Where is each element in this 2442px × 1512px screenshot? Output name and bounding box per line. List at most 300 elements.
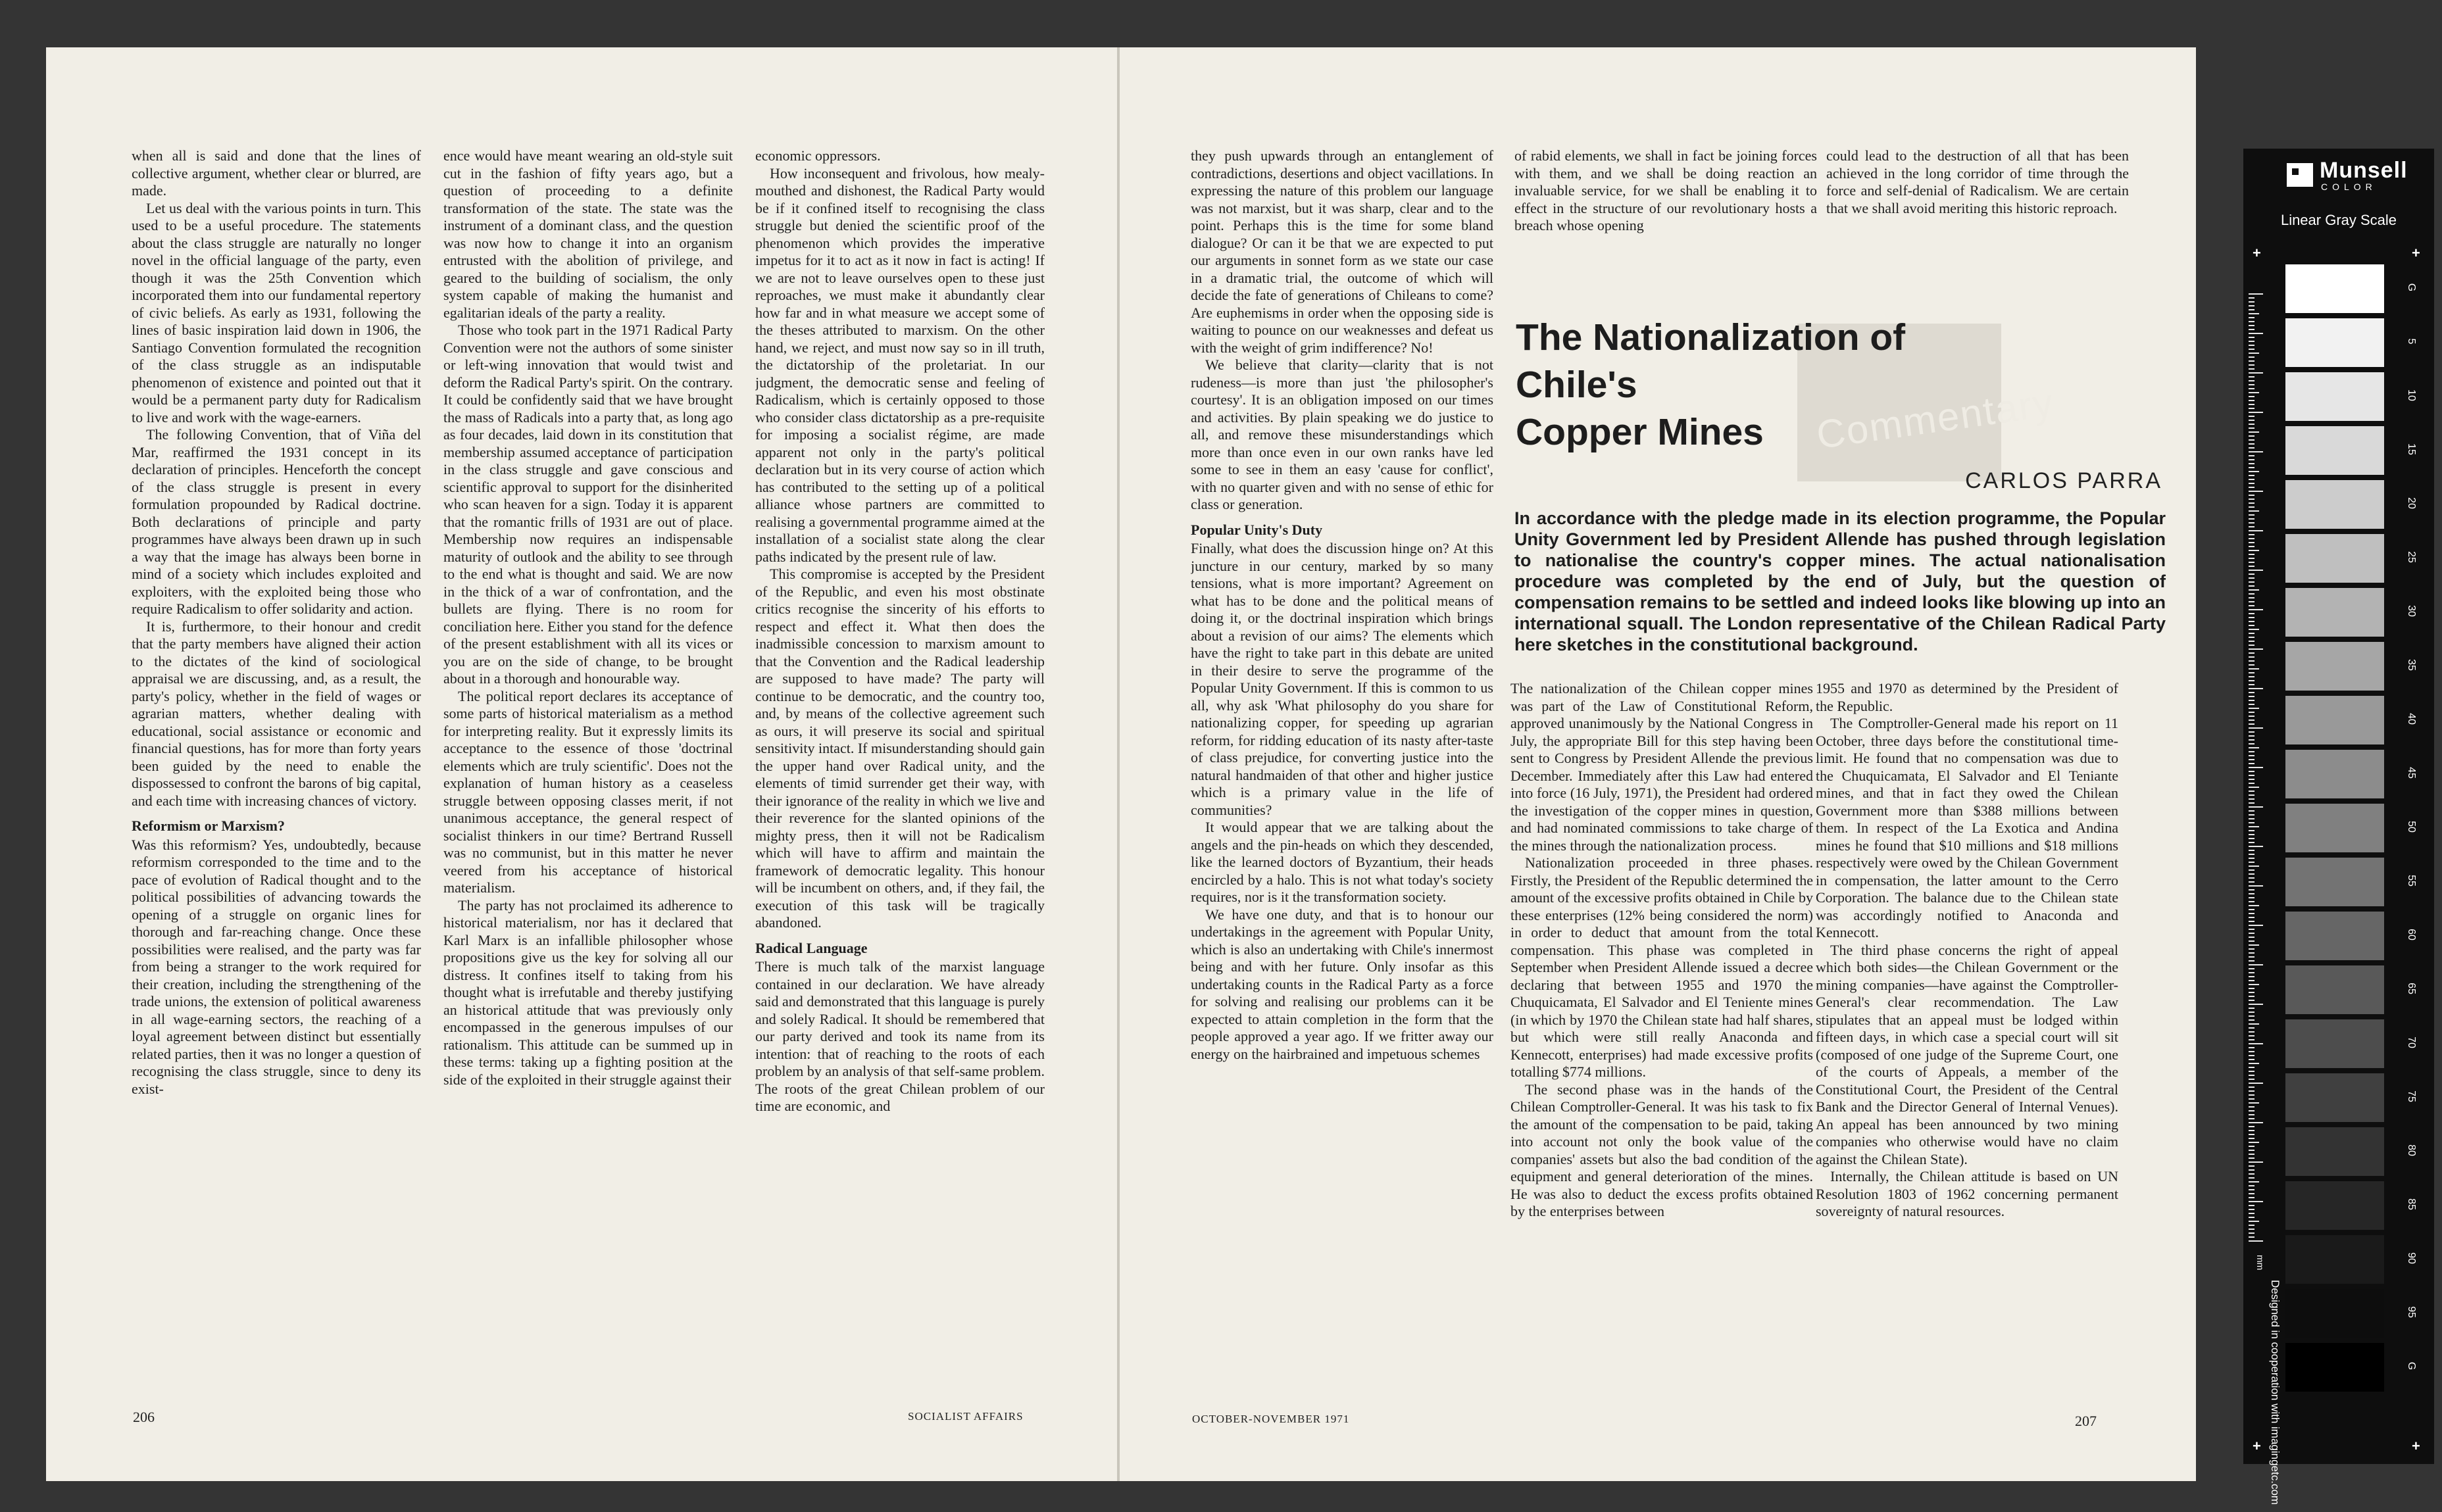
ruler-tick bbox=[2249, 921, 2255, 922]
ruler-tick bbox=[2249, 992, 2255, 993]
swatch-label: 90 bbox=[2406, 1252, 2417, 1264]
ruler-tick bbox=[2249, 534, 2255, 535]
gray-swatch bbox=[2285, 264, 2384, 313]
ruler-tick bbox=[2249, 850, 2255, 851]
paragraph: There is much talk of the marxist language contained in our declaration. We have already said and demonstrated that this language is purely and solely Radical. It should be remembered that our party derived and took its name from its intention: that of reaching to the roots of each problem by an analysis of that self-same problem. The roots of the great Chilean problem of our time are economic, and bbox=[755, 958, 1045, 1114]
ruler-tick bbox=[2249, 822, 2255, 823]
paragraph: We have one duty, and that is to honour our undertakings in the agreement with Popular Unity, which is also an undertaking with Chile's innermost being and with her future. Only insofar as this undertaking counts in the Radical Party as a force for solving and realising our problems can it be expected to attain completion in the form that the people approved a year ago. If we fritter away our energy on the hairbrained and impetuous schemes bbox=[1191, 906, 1493, 1062]
ruler-tick bbox=[2249, 1031, 2255, 1033]
ruler-tick bbox=[2249, 692, 2255, 693]
ruler-tick bbox=[2249, 858, 2255, 859]
ruler-tick bbox=[2249, 605, 2255, 606]
ruler-tick bbox=[2249, 538, 2255, 539]
ruler-tick bbox=[2249, 542, 2255, 543]
swatch-label: 70 bbox=[2406, 1036, 2417, 1048]
swatch-label: 5 bbox=[2406, 338, 2417, 345]
ruler-tick bbox=[2249, 696, 2255, 697]
ruler-tick bbox=[2249, 1161, 2263, 1163]
ruler-tick bbox=[2249, 723, 2255, 725]
article-title: The Nationalization of Chile's Copper Mines bbox=[1516, 316, 1906, 453]
swatch-label: 60 bbox=[2406, 929, 2417, 940]
ruler-tick bbox=[2249, 566, 2255, 567]
paragraph: Those who took part in the 1971 Radical Party Convention were not the authors of some sinister or left-wing innovation that would twist and deform the Radical Party's spirit. On the contrary. It could be confidently said that we have brought the mass of Radicals into a party that, as long ago as four decades, laid down in its constitution that membership assumed acceptance of participation in the class struggle and gave conscious and scientific approval to support for the disinherited who scan heaven for a sign. Today it is apparent that the romantic frills of 1931 are out of place. Membership now requires an indispensable maturity of outlook and the ability to see through to the end what is thought and said. We are now in the thick of a war of confrontation, and the bullets are flying. There is no room for conciliation here. Either you stand for the defence of the present establishment with all its vices or you are on the side of change, to be brought about in a thorough and honourable way. bbox=[443, 322, 733, 687]
ruler-tick bbox=[2249, 305, 2255, 306]
gray-swatch bbox=[2285, 1235, 2384, 1284]
paragraph: Nationalization proceeded in three phases. Firstly, the President of the Republic determined the amount of the excessive profits obtained in Chile by these enterprises (12% being considered the norm) in order to deduct that amount from the total compensation. This phase was completed in September when President Allende issued a decree declaring that between 1955 and 1970 the Chuquicamata, El Salvador and El Teniente mines (in which by 1970 the Chilean state had half shares, but which were still really Anaconda and Kennecott, enterprises) had made excessive profits totalling $774 millions. bbox=[1510, 854, 1813, 1080]
ruler-tick bbox=[2249, 416, 2255, 417]
ruler-tick bbox=[2249, 984, 2259, 985]
ruler-tick bbox=[2249, 767, 2263, 768]
ruler-tick bbox=[2249, 787, 2259, 788]
ruler-tick bbox=[2249, 522, 2255, 524]
ruler-tick bbox=[2249, 577, 2255, 579]
ruler-tick bbox=[2249, 1229, 2255, 1230]
ruler-tick bbox=[2249, 1043, 2263, 1044]
ruler-tick bbox=[2249, 700, 2255, 701]
gray-swatch bbox=[2285, 858, 2384, 906]
paragraph: Let us deal with the various points in turn. This used to be a useful procedure. The statements about the class struggle are naturally no longer novel in the official language of the party, even though it was the 25th Convention which incorporated them into our fundamental repertory of civic beliefs. As early as 1931, following the lines of basic inspiration laid down in 1906, the Santiago Convention formulated the recognition of the class struggle as an indisputable phenomenon of existence and pointed out that it would be a permanent party duty for Radicalism to live and work with the wage-earners. bbox=[132, 199, 421, 426]
ruler-tick bbox=[2249, 1118, 2255, 1119]
plus-mark-icon: + bbox=[2253, 1438, 2261, 1454]
paragraph: Internally, the Chilean attitude is based on UN Resolution 1803 of 1962 concerning permanent sovereignty of natural resources. bbox=[1816, 1168, 2118, 1219]
paragraph: ence would have meant wearing an old-style suit cut in the fashion of fifty years ago, but a question of proceeding to a definite transformation of the state. The state was the instrument of a dominant class, and the question was now how to change it into an organism entrusted with the abolition of privilege, and geared to the building of socialism, the only system capable of making the humanist and egalitarian ideals of the party a reality. bbox=[443, 147, 733, 321]
swatch-label: 35 bbox=[2406, 659, 2417, 671]
ruler-tick bbox=[2249, 933, 2255, 934]
mm-ruler bbox=[2249, 293, 2275, 1254]
paragraph: 1955 and 1970 as determined by the President of the Republic. bbox=[1816, 680, 2118, 714]
swatch-label: 45 bbox=[2406, 767, 2417, 779]
ruler-tick bbox=[2249, 810, 2255, 812]
paragraph: The third phase concerns the right of appeal which both sides—the Chilean Government or the mining companies—have against the Comptroller-General's clear recommendation. The Law stipulates that an appeal must be lodged within fifteen days, in which case a special court will sit (composed of one judge of the Supreme Court, one of the courts of Appeals, a member of the Constitutional Court, the President of the Central Bank and the Director General of Internal Venues). An appeal has been announced by two mining companies who otherwise would have no claim against the Chilean State). bbox=[1816, 941, 2118, 1167]
ruler-tick bbox=[2249, 364, 2255, 366]
ruler-tick bbox=[2249, 1067, 2255, 1068]
ruler-tick bbox=[2249, 881, 2255, 883]
ruler-tick bbox=[2249, 301, 2255, 303]
page-number: 207 bbox=[2075, 1413, 2097, 1429]
ruler-tick bbox=[2249, 735, 2255, 737]
ruler-tick bbox=[2249, 562, 2255, 563]
gray-swatch bbox=[2285, 1289, 2384, 1338]
ruler-tick bbox=[2249, 688, 2263, 689]
swatch-label: 80 bbox=[2406, 1144, 2417, 1156]
ruler-tick bbox=[2249, 763, 2255, 764]
ruler-tick bbox=[2249, 589, 2259, 591]
ruler-tick bbox=[2249, 317, 2255, 318]
ruler-tick bbox=[2249, 1110, 2255, 1111]
ruler-tick bbox=[2249, 913, 2255, 914]
ruler-tick bbox=[2249, 716, 2255, 717]
ruler-tick bbox=[2249, 499, 2255, 500]
ruler-tick bbox=[2249, 1090, 2255, 1092]
article-column-1 bbox=[1510, 680, 1813, 1436]
gray-swatch bbox=[2285, 1127, 2384, 1176]
ruler-tick bbox=[2249, 948, 2255, 950]
ruler-tick bbox=[2249, 779, 2255, 780]
ruler-tick bbox=[2249, 633, 2255, 634]
ruler-tick bbox=[2249, 743, 2255, 744]
ruler-tick bbox=[2249, 1138, 2255, 1139]
ruler-tick bbox=[2249, 798, 2255, 800]
ruler-tick bbox=[2249, 1201, 2263, 1202]
ruler-tick bbox=[2249, 1012, 2255, 1013]
ruler-tick bbox=[2249, 885, 2263, 887]
paragraph: This compromise is accepted by the President of the Republic, and even his most obstinate critics recognise the sincerity of his efforts to respect and effect it. What then does the inadmissible concession to marxism amount to that the Convention and the Radical leadership are supposed to have made? The party will continue to be democratic, and the country too, and, by means of the collective agreement such as ours, it will preserve its social and spiritual sensitivity intact. If misunderstanding should gain the upper hand over Radical unity, and the elements of timid surrender get their way, with their ignorance of the reality in which we live and their reverence for the slanted opinions of the mighty press, then it will not be Radicalism which will have to affirm and maintain the framework of democratic legality. This honour will be incumbent on others, and, if they fail, the execution of this task will be tragically abandoned. bbox=[755, 566, 1045, 931]
section-ghost-banner: Commentary bbox=[1797, 324, 2001, 481]
ruler-tick bbox=[2249, 968, 2255, 969]
right-column-1 bbox=[1191, 147, 1493, 1436]
ruler-tick bbox=[2249, 944, 2259, 946]
ruler-tick bbox=[2249, 704, 2255, 705]
left-column-1 bbox=[132, 147, 421, 1410]
ruler-tick bbox=[2249, 349, 2255, 350]
swatch-label: 75 bbox=[2406, 1090, 2417, 1102]
ruler-tick bbox=[2249, 1205, 2255, 1206]
ruler-tick bbox=[2249, 467, 2255, 468]
ruler-tick bbox=[2249, 554, 2255, 555]
ruler-tick bbox=[2249, 648, 2263, 650]
ruler-tick bbox=[2249, 980, 2255, 981]
ruler-tick bbox=[2249, 345, 2255, 346]
ruler-tick bbox=[2249, 956, 2255, 958]
ruler-tick bbox=[2249, 1146, 2255, 1147]
ruler-tick bbox=[2249, 1075, 2255, 1076]
subheading: Radical Language bbox=[755, 939, 868, 956]
ruler-tick bbox=[2249, 1114, 2255, 1115]
swatch-label: G bbox=[2406, 1361, 2417, 1371]
ruler-tick bbox=[2249, 1047, 2255, 1048]
gray-swatch bbox=[2285, 1019, 2384, 1068]
ruler-tick bbox=[2249, 1236, 2255, 1238]
ruler-tick bbox=[2249, 1165, 2255, 1167]
ruler-tick bbox=[2249, 905, 2259, 906]
paragraph: We believe that clarity—clarity that is not rudeness—is more than just 'the philosopher's courtesy'. It is an obligation imposed on our times and activities. By plain speaking we do justice to all, and remove these misunderstandings which more than once even in our own ranks have led some to see in them an easy 'cause for conflict', with no quarter given and with no sense of ethic for class or generation. bbox=[1191, 356, 1493, 512]
ruler-tick bbox=[2249, 866, 2259, 867]
ruler-tick bbox=[2249, 751, 2255, 752]
ruler-tick bbox=[2249, 727, 2263, 729]
ruler-tick bbox=[2249, 1035, 2255, 1036]
ruler-tick bbox=[2249, 771, 2255, 772]
ruler-tick bbox=[2249, 412, 2263, 413]
plus-mark-icon: + bbox=[2253, 245, 2261, 261]
ruler-tick bbox=[2249, 514, 2255, 516]
ruler-tick bbox=[2249, 940, 2255, 942]
ruler-tick bbox=[2249, 1083, 2263, 1084]
paragraph: How inconsequent and frivolous, how mealy-mouthed and dishonest, the Radical Party would be if it confined itself to recognising the class struggle but denied the scientific proof of the phenomenon which provides the imperative impetus for it to act as it now in fact is acting! If we are not to leave ourselves open to these just reproaches, we must make it abundantly clear how far and in what measure we accept some of the theses attributed to marxism. On the other hand, we reject, and must now say so in ill truth, the dictatorship of the proletariat. In our judgment, the democratic sense and feeling of Radicalism, which is certainly opposed to those who consider class dictatorship as a pre-requisite for imposing a socialist régime, are made apparent not only in the party's political declaration but in its very course of action which has contributed to the setting up of a political alliance whose partners are committed to realising a governmental programme aimed at the installation of a socialist state along the clear paths indicated by the present rule of law. bbox=[755, 164, 1045, 565]
ruler-tick bbox=[2249, 1094, 2255, 1096]
ruler-tick bbox=[2249, 1177, 2255, 1179]
ruler-tick bbox=[2249, 609, 2263, 610]
plus-mark-icon: + bbox=[2412, 245, 2420, 261]
swatch-label: 95 bbox=[2406, 1306, 2417, 1318]
ruler-tick bbox=[2249, 384, 2255, 385]
swatch-label: 85 bbox=[2406, 1198, 2417, 1210]
ruler-tick bbox=[2249, 329, 2255, 330]
running-head: SOCIALIST AFFAIRS bbox=[908, 1410, 1024, 1423]
paragraph: It would appear that we are talking about the angels and the pin-heads on which they descended, like the learned doctors of Byzantium, their heads encircled by a halo. This is not what today's society requires, nor is it the transformation society. bbox=[1191, 819, 1493, 905]
ruler-tick bbox=[2249, 901, 2255, 902]
ruler-tick bbox=[2249, 313, 2259, 314]
ruler-tick bbox=[2249, 1232, 2255, 1234]
gray-swatch bbox=[2285, 1181, 2384, 1230]
ruler-tick bbox=[2249, 783, 2255, 784]
ruler-tick bbox=[2249, 459, 2255, 460]
swatch-label: 50 bbox=[2406, 821, 2417, 833]
ruler-unit: mm bbox=[2255, 1255, 2266, 1271]
ruler-tick bbox=[2249, 668, 2259, 670]
ruler-tick bbox=[2249, 435, 2255, 437]
ruler-tick bbox=[2249, 341, 2255, 342]
page-number: 206 bbox=[133, 1409, 155, 1425]
ruler-tick bbox=[2249, 502, 2255, 504]
ruler-tick bbox=[2249, 637, 2255, 638]
ruler-tick bbox=[2249, 1051, 2255, 1052]
ruler-tick bbox=[2249, 475, 2255, 476]
ruler-tick bbox=[2249, 708, 2259, 709]
swatch-label: 15 bbox=[2406, 443, 2417, 455]
ruler-tick bbox=[2249, 625, 2255, 626]
paragraph: Finally, what does the discussion hinge on? At this juncture in our century, marked by so many tensions, what is more important? Agreement on what has to be done and the political means of doing it, or the doctrinal inspiration which brings about a revision of our aims? The elements which have the right to take part in this debate are united in their desire to serve the programme of the Popular Unity Government. If this is common to us all, why ask 'What philosophy do you share for nationalizing copper, for speeding up agrarian reform, for ridding education of its nasty after-taste of class prejudice, for converting justice into the natural handmaiden of that other and higher justice which is a primary value in the life of communities? bbox=[1191, 540, 1493, 818]
ruler-tick bbox=[2249, 976, 2255, 977]
ruler-tick bbox=[2249, 1086, 2255, 1088]
ruler-tick bbox=[2249, 862, 2255, 863]
ruler-tick bbox=[2249, 613, 2255, 614]
ruler-tick bbox=[2249, 392, 2259, 393]
ruler-tick bbox=[2249, 321, 2255, 322]
ruler-tick bbox=[2249, 581, 2255, 583]
ruler-tick bbox=[2249, 925, 2263, 926]
paragraph: could lead to the destruction of all that has been achieved in the long corridor of time through the force and self-denial of Radicalism. We are certain that we shall avoid meriting this historic reproach. bbox=[1826, 147, 2129, 216]
ruler-tick bbox=[2249, 325, 2255, 326]
ruler-tick bbox=[2249, 960, 2255, 962]
ruler-tick bbox=[2249, 1023, 2259, 1025]
ruler-tick bbox=[2249, 759, 2255, 760]
ruler-tick bbox=[2249, 1154, 2255, 1155]
gray-swatch bbox=[2285, 1343, 2384, 1392]
ruler-tick bbox=[2249, 621, 2255, 622]
ruler-tick bbox=[2249, 1158, 2255, 1159]
ruler-tick bbox=[2249, 506, 2255, 508]
ruler-tick bbox=[2249, 1004, 2263, 1005]
ruler-tick bbox=[2249, 629, 2259, 630]
subheading: Popular Unity's Duty bbox=[1191, 521, 1323, 538]
ruler-tick bbox=[2249, 368, 2255, 370]
ruler-tick bbox=[2249, 471, 2259, 472]
ruler-tick bbox=[2249, 483, 2255, 484]
ruler-tick bbox=[2249, 972, 2255, 973]
ruler-tick bbox=[2249, 676, 2255, 677]
ruler-tick bbox=[2249, 664, 2255, 666]
ruler-tick bbox=[2249, 791, 2255, 792]
ruler-tick bbox=[2249, 597, 2255, 598]
ruler-tick bbox=[2249, 1213, 2255, 1214]
ruler-tick bbox=[2249, 293, 2263, 295]
ruler-tick bbox=[2249, 877, 2255, 879]
gray-swatch bbox=[2285, 318, 2384, 367]
swatch-label: G bbox=[2406, 283, 2417, 292]
ruler-tick bbox=[2249, 495, 2255, 496]
ruler-tick bbox=[2249, 404, 2255, 405]
subheading: Reformism or Marxism? bbox=[132, 817, 285, 834]
swatch-label: 10 bbox=[2406, 389, 2417, 401]
ruler-tick bbox=[2249, 479, 2255, 480]
gray-swatch bbox=[2285, 750, 2384, 798]
ruler-tick bbox=[2249, 775, 2255, 776]
ruler-tick bbox=[2249, 937, 2255, 938]
gray-swatch bbox=[2285, 1073, 2384, 1122]
ruler-tick bbox=[2249, 814, 2255, 816]
ruler-tick bbox=[2249, 297, 2255, 299]
ruler-tick bbox=[2249, 1209, 2255, 1210]
gray-swatch bbox=[2285, 588, 2384, 637]
paragraph: It is, furthermore, to their honour and credit that the party members have aligned their action to the dictates of the kind of sociological appraisal we are discussing, and, as a result, the party's policy, whether in the field of wages or agrarian matters, whether dealing with educational, social assistance or economic and financial questions, has for more than forty years been guided by the need to enable the dispossessed to confront the barons of big capital, and each time with increasing chances of victory. bbox=[132, 618, 421, 809]
paragraph: Was this reformism? Yes, undoubtedly, because reformism corresponded to the time and to the pace of evolution of Radical thought and to the political possibilities of advancing towards the opening of a struggle on organic lines for thorough and far-reaching change. Once these possibilities were realised, and the party was far from being a stranger to the work required for their creation, including the strengthening of the trade unions, the extension of political awareness in all wage-earning sectors, the reaching of a loyal agreement between distinct but essentially related parties, then it was no longer a question of recognising the class struggle, since to deny its exist- bbox=[132, 836, 421, 1097]
ruler-tick bbox=[2249, 1055, 2255, 1056]
ruler-tick bbox=[2249, 617, 2255, 618]
ruler-tick bbox=[2249, 427, 2255, 429]
gray-swatch bbox=[2285, 480, 2384, 529]
ruler-tick bbox=[2249, 889, 2255, 890]
ruler-tick bbox=[2249, 380, 2255, 381]
paragraph: The party has not proclaimed its adherence to historical materialism, nor has it declared that Karl Marx is an infallible philosopher whose propositions give us the key for solving all our distress. It confines itself to taking from his thought what is irrefutable and thereby justifying an historical attitude that was previously only encompassed in the generous impulses of our rationalism. This attitude can be summed up in these terms: taking up a fighting position at the side of the exploited in their struggle against their bbox=[443, 896, 733, 1088]
ruler-tick bbox=[2249, 897, 2255, 898]
ruler-tick bbox=[2249, 333, 2263, 334]
ruler-tick bbox=[2249, 1102, 2259, 1104]
running-head: OCTOBER-NOVEMBER 1971 bbox=[1192, 1413, 1350, 1425]
ruler-tick bbox=[2249, 1130, 2255, 1131]
ruler-tick bbox=[2249, 1122, 2263, 1123]
gray-swatch bbox=[2285, 426, 2384, 475]
right-column-3-top bbox=[1826, 147, 2129, 253]
ruler-tick bbox=[2249, 420, 2255, 421]
ruler-tick bbox=[2249, 645, 2255, 646]
ruler-tick bbox=[2249, 672, 2255, 673]
ruler-tick bbox=[2249, 337, 2255, 338]
ruler-tick bbox=[2249, 510, 2259, 512]
paragraph: The nationalization of the Chilean copper mines was part of the Law of Constitutional Reform, approved unanimously by the National Congress in July, the appropriate Bill for this step having been sent to Congress by President Allende the previous December. Immediately after this Law had entered into force (16 July, 1971), the President had ordered the investigation of the copper mines in question, and had nominated commissions to take charge of the mines through the nationalization process. bbox=[1510, 680, 1813, 854]
ruler-tick bbox=[2249, 909, 2255, 910]
paragraph: when all is said and done that the lines of collective argument, whether clear or blurred, are made. bbox=[132, 147, 421, 199]
ruler-tick bbox=[2249, 451, 2263, 452]
plus-mark-icon: + bbox=[2412, 1438, 2420, 1454]
ruler-tick bbox=[2249, 408, 2255, 409]
ruler-tick bbox=[2249, 1071, 2255, 1072]
left-column-2 bbox=[443, 147, 733, 1410]
ruler-tick bbox=[2249, 842, 2255, 843]
ruler-tick bbox=[2249, 558, 2255, 559]
card-brand: Munsell bbox=[2320, 158, 2408, 183]
ruler-tick bbox=[2249, 455, 2255, 456]
ruler-tick bbox=[2249, 680, 2255, 681]
ruler-tick bbox=[2249, 439, 2255, 441]
ruler-tick bbox=[2249, 755, 2255, 756]
ruler-tick bbox=[2249, 1142, 2259, 1143]
ruler-tick bbox=[2249, 1126, 2255, 1127]
ruler-tick bbox=[2249, 372, 2263, 374]
swatch-label: 20 bbox=[2406, 497, 2417, 509]
ruler-tick bbox=[2249, 794, 2255, 796]
ruler-tick bbox=[2249, 712, 2255, 713]
ruler-tick bbox=[2249, 1015, 2255, 1017]
ruler-tick bbox=[2249, 830, 2255, 831]
ruler-tick bbox=[2249, 1150, 2255, 1151]
ruler-tick bbox=[2249, 964, 2263, 965]
ruler-tick bbox=[2249, 570, 2263, 571]
ruler-tick bbox=[2249, 719, 2255, 721]
left-page bbox=[46, 47, 1117, 1481]
ruler-tick bbox=[2249, 356, 2255, 358]
right-page bbox=[1120, 47, 2196, 1481]
ruler-tick bbox=[2249, 1106, 2255, 1108]
ruler-tick bbox=[2249, 684, 2255, 685]
ruler-tick bbox=[2249, 491, 2263, 492]
ruler-tick bbox=[2249, 660, 2255, 662]
ruler-tick bbox=[2249, 869, 2255, 871]
paragraph: The political report declares its acceptance of some parts of historical materialism as a method for interpreting reality. But it expressly limits its acceptance to the essence of those 'doctrinal elements which are truly scientific'. Does not the explanation of human history as a ceaseless struggle between opposing classes merit, if not unanimous acceptance, the general respect of socialist thinkers in our time? Bertrand Russell was no communist, but in this matter he never veered from his acceptance of historical materialism. bbox=[443, 687, 733, 896]
left-column-3 bbox=[755, 147, 1045, 1410]
ruler-tick bbox=[2249, 400, 2255, 401]
ruler-tick bbox=[2249, 747, 2259, 748]
ruler-tick bbox=[2249, 1217, 2255, 1218]
ruler-tick bbox=[2249, 396, 2255, 397]
ruler-tick bbox=[2249, 1185, 2255, 1186]
ruler-tick bbox=[2249, 1169, 2255, 1171]
ruler-tick bbox=[2249, 376, 2255, 378]
ruler-tick bbox=[2249, 388, 2255, 389]
article-column-2 bbox=[1816, 680, 2118, 1436]
paragraph: The following Convention, that of Viña del Mar, reaffirmed the 1931 concept in its declaration of principles. Henceforth the concept of the class struggle is present in every formulation propounded by Radical doctrine. Both declarations of principle and party programmes have always been drawn up in such a way that the image has always been borne in mind of a society which includes exploited and exploiters, with the exploited being those who require Radicalism to offer solidarity and action. bbox=[132, 426, 421, 617]
ruler-tick bbox=[2249, 1173, 2255, 1175]
gray-swatch bbox=[2285, 965, 2384, 1014]
ruler-tick bbox=[2249, 447, 2255, 449]
ruler-tick bbox=[2249, 530, 2263, 531]
ruler-tick bbox=[2249, 1225, 2255, 1226]
ruler-tick bbox=[2249, 1193, 2255, 1194]
swatch-label: 25 bbox=[2406, 551, 2417, 563]
gray-swatch bbox=[2285, 372, 2384, 421]
ruler-tick bbox=[2249, 593, 2255, 595]
ruler-tick bbox=[2249, 1063, 2259, 1064]
ruler-tick bbox=[2249, 1181, 2259, 1183]
gray-swatch bbox=[2285, 534, 2384, 583]
ruler-tick bbox=[2249, 641, 2255, 642]
color-calibration-card bbox=[2243, 149, 2434, 1505]
paragraph: they push upwards through an entanglement of contradictions, desertions and object vacillations. In expressing the nature of this problem our language was not marxist, but it was sharp, clear and to the point. Perhaps this is the time for some bland dialogue? Or can it be that we are expected to put our arguments in sonnet form as we state our case in a dramatic trial, the outcome of which will decide the fate of generations of Chileans to come? Are euphemisms in order when the opposing side is waiting to pounce on our weaknesses and defeat us with the weight of grim indifference? No! bbox=[1191, 147, 1493, 356]
ruler-tick bbox=[2249, 424, 2255, 425]
ruler-tick bbox=[2249, 573, 2255, 575]
ruler-tick bbox=[2249, 1240, 2263, 1242]
card-brand-sub: COLOR bbox=[2321, 182, 2377, 192]
ruler-tick bbox=[2249, 1189, 2255, 1190]
card-title: Linear Gray Scale bbox=[2280, 212, 2397, 228]
ruler-tick bbox=[2249, 443, 2255, 445]
swatch-label: 55 bbox=[2406, 875, 2417, 887]
ruler-tick bbox=[2249, 846, 2263, 847]
ruler-tick bbox=[2249, 806, 2263, 808]
right-column-2-top bbox=[1514, 147, 1817, 253]
munsell-logo-icon bbox=[2287, 163, 2313, 187]
ruler-tick bbox=[2249, 1197, 2255, 1198]
ruler-tick bbox=[2249, 834, 2255, 835]
ruler-tick bbox=[2249, 656, 2255, 658]
ruler-tick bbox=[2249, 1079, 2255, 1080]
ruler-tick bbox=[2249, 546, 2255, 547]
ruler-tick bbox=[2249, 1059, 2255, 1060]
paragraph: The Comptroller-General made his report on 11 October, three days before the constitutional time-limit. He found that no compensation was due to the Chuquicamata, El Salvador and El Teniante mines, and that in fact they owed the Chilean Government more than $388 millions between them. In respect of the La Exotica and Andina mines he found that $10 millions and $18 millions respectively were owed by the Chilean Government in compensation, the latter amount to the Cerro Corporation. The balance due to the Chilean state was accordingly notified to Anaconda and Kennecott. bbox=[1816, 715, 2118, 940]
paragraph: of rabid elements, we shall in fact be joining forces with them, and we shall be doing reaction an invaluable service, for we shall be enabling it to effect in the structure of our revolutionary hosts a breach whose opening bbox=[1514, 147, 1817, 233]
ruler-tick bbox=[2249, 487, 2255, 488]
ruler-tick bbox=[2249, 929, 2255, 930]
ruler-tick bbox=[2249, 1221, 2259, 1222]
